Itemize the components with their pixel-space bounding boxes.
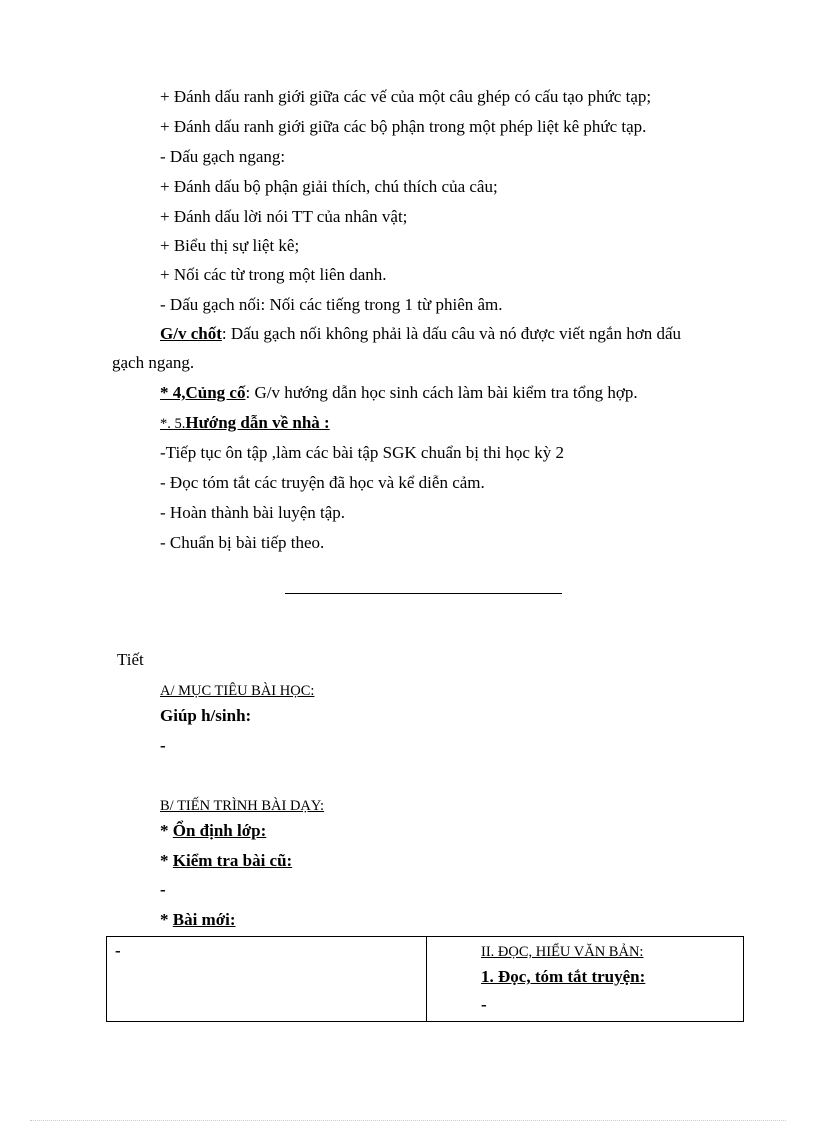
homework-item: -Tiếp tục ôn tập ,làm các bài tập SGK chuẩn bị thi học kỳ 2 <box>160 443 564 462</box>
consolidation-line <box>160 383 638 403</box>
text-line: + Đánh dấu bộ phận giải thích, chú thích của câu; <box>160 177 498 196</box>
conclusion-text: : Dấu gạch nối không phải là dấu câu và nó được viết ngắn hơn dấu <box>221 324 682 343</box>
stabilize-label: Ổn định lớp: <box>172 821 267 840</box>
table-divider <box>426 937 427 1021</box>
text-line: + Đánh dấu lời nói TT của nhân vật; <box>160 207 408 226</box>
text-line: - Dấu gạch nối: Nối các tiếng trong 1 từ phiên âm. <box>160 295 503 314</box>
bullet-star: * <box>160 821 173 840</box>
check-old-line <box>160 851 292 871</box>
homework-item: - Chuẩn bị bài tiếp theo. <box>160 533 325 552</box>
homework-heading <box>160 413 330 434</box>
help-label: Giúp h/sinh: <box>160 706 252 725</box>
objectives-heading: A/ MỤC TIÊU BÀI HỌC: <box>160 683 315 699</box>
right-subheading: 1. Đọc, tóm tắt truyện: <box>481 967 646 986</box>
bullet-star: * <box>160 910 173 929</box>
text-line: - Dấu gạch ngang: <box>160 147 286 166</box>
text-line: + Biểu thị sự liệt kê; <box>160 236 300 255</box>
left-cell: - <box>115 941 121 960</box>
consolidation-text: : G/v hướng dẫn học sinh cách làm bài kiểm tra tổng hợp. <box>245 383 638 402</box>
conclusion-label: G/v chốt <box>160 324 222 343</box>
check-old-label: Kiểm tra bài cũ: <box>172 851 293 870</box>
stabilize-line <box>160 821 266 841</box>
right-heading: II. ĐỌC, HIỂU VĂN BẢN: <box>481 944 644 960</box>
homework-item: - Hoàn thành bài luyện tập. <box>160 503 346 522</box>
consolidation-label: * 4,Củng cố <box>160 383 246 402</box>
right-dash: - <box>481 995 487 1014</box>
homework-label: Hướng dẫn về nhà : <box>185 413 330 432</box>
text-line: + Đánh dấu ranh giới giữa các bộ phận trong một phép liệt kê phức tạp. <box>160 117 647 136</box>
section-divider <box>285 593 562 594</box>
conclusion-line <box>160 324 681 344</box>
period-label: Tiết <box>117 650 144 669</box>
page-bottom-border <box>30 1120 786 1121</box>
new-lesson-label: Bài mới: <box>172 910 236 929</box>
process-heading: B/ TIẾN TRÌNH BÀI DẠY: <box>160 798 325 814</box>
dash-line: - <box>160 880 166 899</box>
conclusion-continuation: gạch ngang. <box>112 353 195 372</box>
new-lesson-line <box>160 910 236 930</box>
text-line: + Nối các từ trong một liên danh. <box>160 265 387 284</box>
bullet-star: * <box>160 851 173 870</box>
text-line: + Đánh dấu ranh giới giữa các vế của một câu ghép có cấu tạo phức tạp; <box>160 87 652 106</box>
lesson-table <box>106 936 744 1022</box>
dash-line: - <box>160 736 166 755</box>
homework-prefix: *. 5. <box>160 416 186 432</box>
homework-item: - Đọc tóm tắt các truyện đã học và kể diễn cảm. <box>160 473 485 492</box>
